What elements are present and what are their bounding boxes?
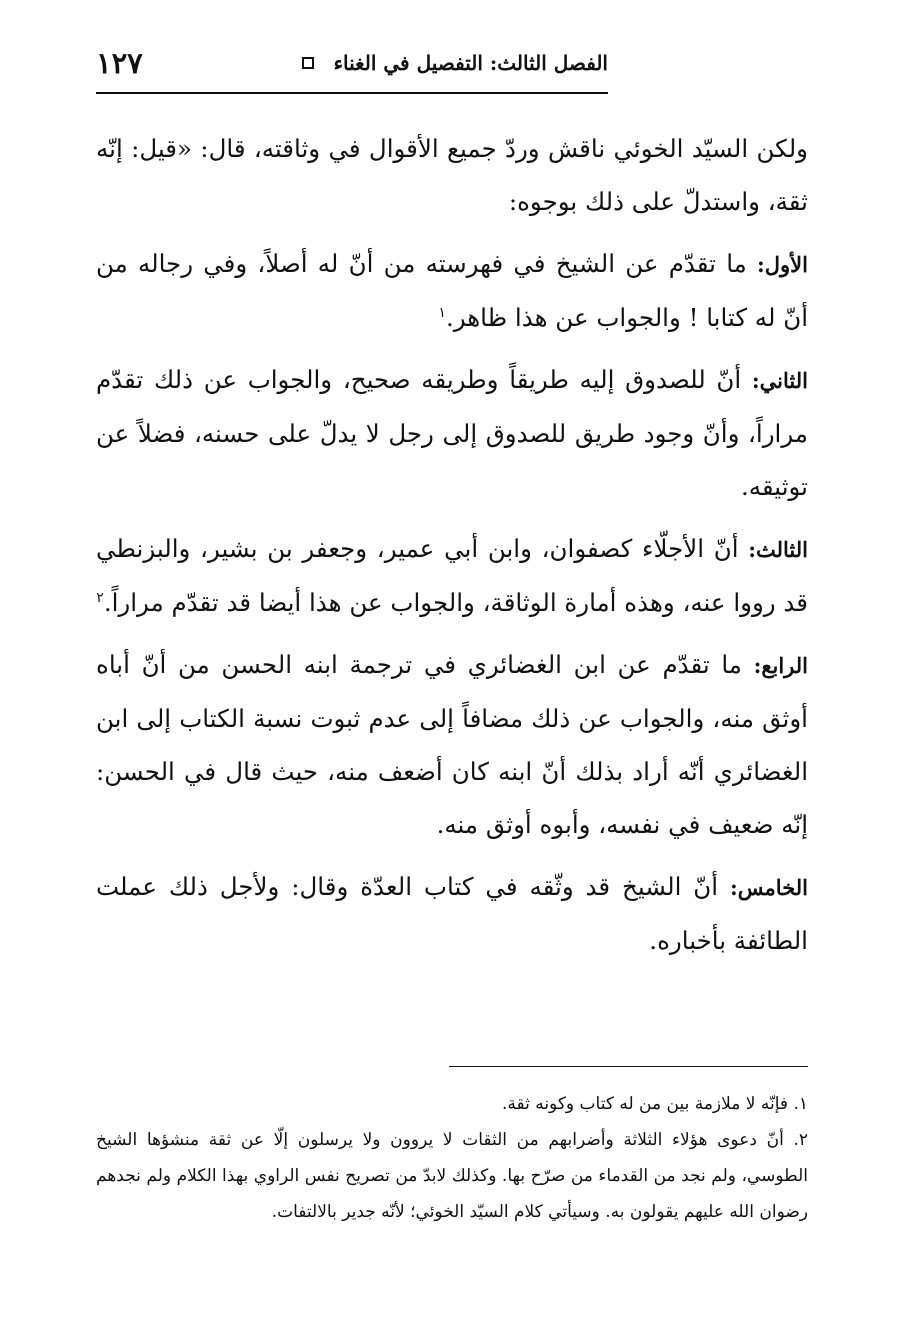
paragraph-text: ما تقدّم عن ابن الغضائري في ترجمة ابنه الحسن من أنّ أباه أوثق منه، والجواب عن ذلك مضافاً إلى عدم ثبوت نسبة الكتاب إلى ابن الغضائري أنّه أراد بذلك أنّ ابنه كان أضعف منه، حيث قال في الحسن: إنّه ضعيف في نفسه، وأبوه أوثق منه. [96, 650, 808, 839]
paragraph-intro [96, 122, 808, 228]
paragraph-lead: الثالث: [748, 537, 808, 562]
footnotes [96, 1086, 808, 1230]
paragraph-text: أنّ للصدوق إليه طريقاً وطريقه صحيح، والجواب عن ذلك تقدّم مراراً، وأنّ وجود طريق للصدوق إلى رجل لا يدلّ على حسنه، فضلاً عن توثيقه. [96, 365, 808, 501]
paragraph-lead: الأول: [757, 252, 808, 277]
paragraph-fourth [96, 638, 808, 851]
footnote-1: ١. فإنّه لا ملازمة بين من له كتاب وكونه ثقة. [501, 1094, 808, 1114]
footnote-2: ٢. أنّ دعوى هؤلاء الثلاثة وأضرابهم من الثقات لا يروون ولا يرسلون إلّا عن ثقة منشؤها الشيخ الطوسي، ولم نجد من القدماء من صرّح بها. وكذلك لابدّ من تصريح نفس الراوي بهذا الكلام ولم نجدهم رضوان الله عليهم يقولون به. وسيأتي كلام السيّد الخوئي؛ لأنّه جدير بالالتفات. [96, 1130, 808, 1222]
main-text [96, 122, 808, 976]
header-rule [96, 92, 608, 94]
paragraph-lead: الثاني: [751, 368, 808, 393]
paragraph-text: أنّ الأجلّاء كصفوان، وابن أبي عمير، وجعفر بن بشير، والبزنطي قد رووا عنه، وهذه أمارة الوثاقة، والجواب عن هذا أيضا قد تقدّم مراراً. [96, 534, 808, 617]
chapter-title: الفصل الثالث: التفصيل في الغناء [333, 51, 608, 75]
paragraph-text: ولكن السيّد الخوئي ناقش وردّ جميع الأقوال في وثاقته، قال: «قيل: إنّه ثقة، واستدلّ على ذلك بوجوه: [96, 134, 808, 216]
paragraph-text: أنّ الشيخ قد وثّقه في كتاب العدّة وقال: ولأجل ذلك عملت الطائفة بأخباره. [96, 872, 808, 955]
running-head [96, 34, 608, 92]
header-title-group [302, 51, 608, 75]
square-icon [302, 57, 314, 69]
paragraph-first [96, 237, 808, 344]
paragraph-fifth [96, 860, 808, 967]
paragraph-text: ما تقدّم عن الشيخ في فهرسته من أنّ له أصلاً، وفي رجاله من أنّ له كتابا ! والجواب عن هذا ظاهر. [96, 249, 808, 332]
footnote-marker[interactable]: ١ [438, 304, 446, 321]
page-number: ١٢٧ [96, 46, 143, 80]
paragraph-third [96, 522, 808, 629]
paragraph-lead: الرابع: [753, 653, 808, 678]
footnote-marker[interactable]: ٢ [96, 589, 104, 606]
paragraph-second [96, 353, 808, 513]
paragraph-lead: الخامس: [730, 875, 808, 900]
footnote-rule [449, 1066, 808, 1067]
